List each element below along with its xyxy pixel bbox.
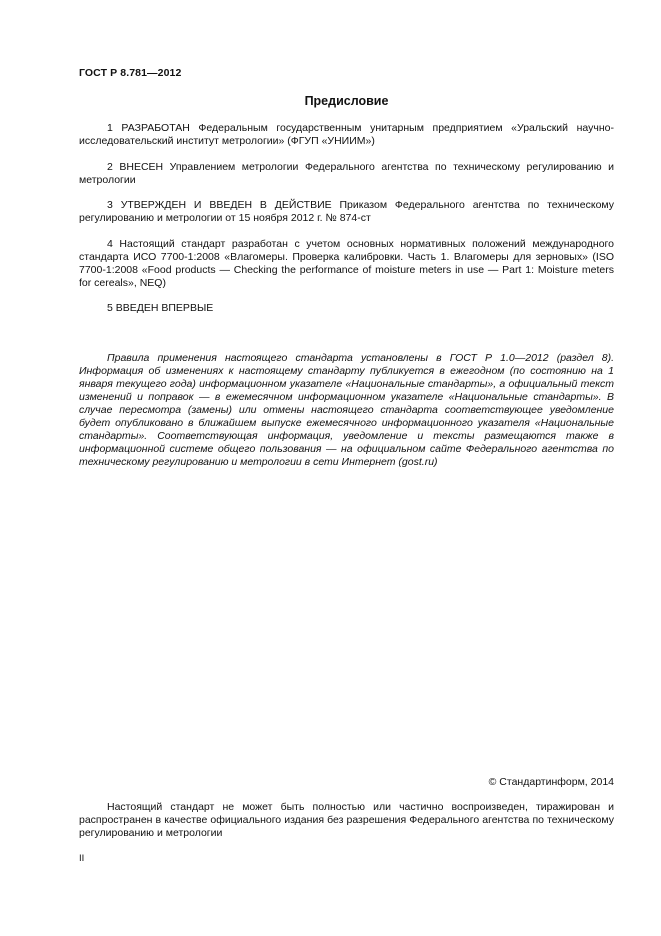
preface-item-1: 1 РАЗРАБОТАН Федеральным государственным унитарным предприятием «Уральский научно-исследовательский институт метрологии» (ФГУП «УНИИМ») (79, 122, 614, 147)
copyright: © Стандартинформ, 2014 (488, 776, 614, 788)
preface-item-3: 3 УТВЕРЖДЕН И ВВЕДЕН В ДЕЙСТВИЕ Приказом Федерального агентства по техническому регулированию и метрологии от 15 ноября 2012 г. № 874-ст (79, 199, 614, 224)
preface-item-5: 5 ВВЕДЕН ВПЕРВЫЕ (107, 302, 214, 314)
preface-item-4: 4 Настоящий стандарт разработан с учетом основных нормативных положений международного стандарта ИСО 7700-1:2008 «Влагомеры. Проверка калибровки. Часть 1. Влагомеры для зерновых» (ISO 7700-1:2008 «Food products — Checking the performance of moisture meters in use — Part 1: Moisture meters for cereals», NEQ) (79, 238, 614, 289)
preface-item-2: 2 ВНЕСЕН Управлением метрологии Федерального агентства по техническому регулированию и метрологии (79, 161, 614, 186)
reproduction-notice: Настоящий стандарт не может быть полностью или частично воспроизведен, тиражирован и распространен в качестве официального издания без разрешения Федерального агентства по техническому регулированию и метрологии (79, 801, 614, 839)
page-number: II (79, 853, 85, 864)
standard-code: ГОСТ Р 8.781—2012 (79, 67, 182, 79)
page-title: Предисловие (304, 94, 389, 108)
usage-notice: Правила применения настоящего стандарта установлены в ГОСТ Р 1.0—2012 (раздел 8). Информация об изменениях к настоящему стандарту публикуется в ежегодном (по состоянию на 1 января текущего года) информационном указателе «Национальные стандарты», а официальный текст изменений и поправок — в ежемесячном информационном указателе «Национальные стандарты». В случае пересмотра (замены) или отмены настоящего стандарта соответствующее уведомление будет опубликовано в ближайшем выпуске ежемесячного информационного указателя «Национальные стандарты». Соответствующая информация, уведомление и тексты размещаются также в информационной системе общего пользования — на официальном сайте Федерального агентства по техническому регулированию и метрологии в сети Интернет (gost.ru) (79, 352, 614, 468)
